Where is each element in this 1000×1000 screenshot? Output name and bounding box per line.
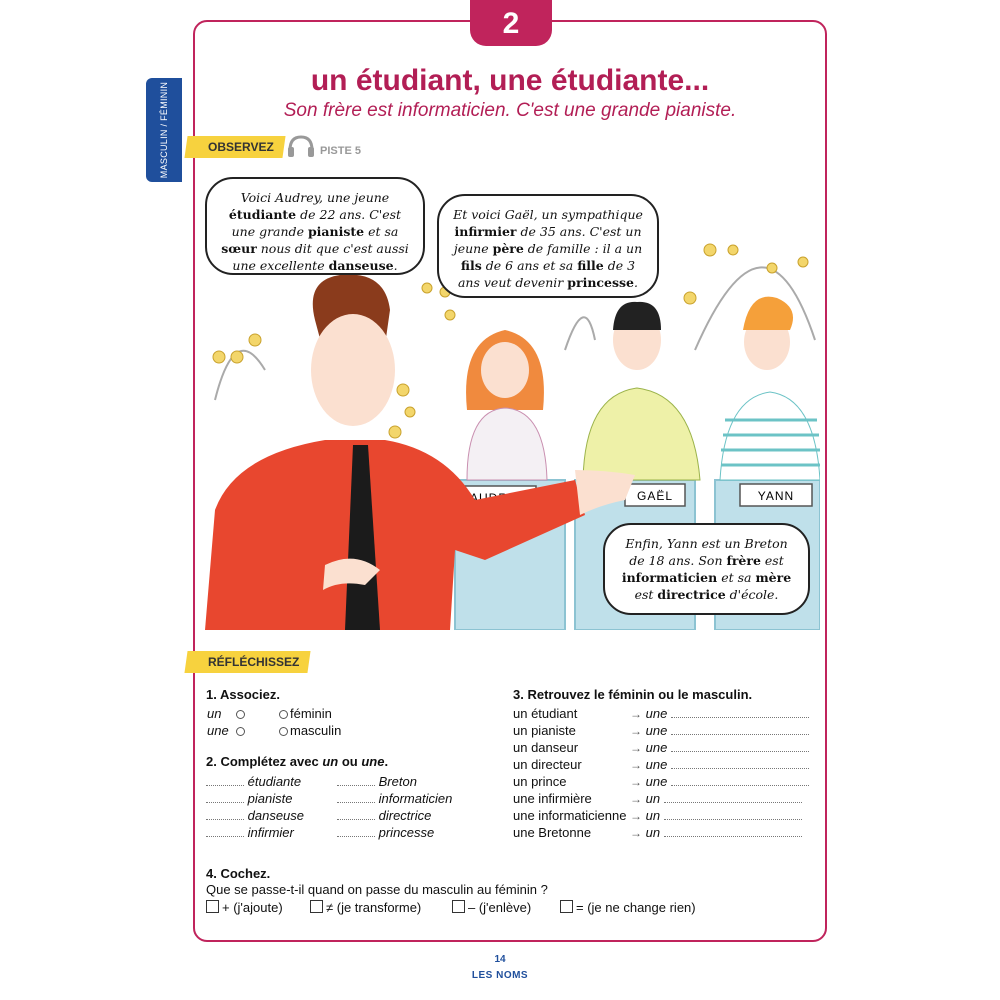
ex3-word: un pianiste (513, 723, 576, 738)
desk-label-yann: YANN (757, 489, 795, 503)
ex1-left-un: un (207, 706, 222, 721)
ex4-option-4[interactable]: = (je ne change rien) (560, 900, 696, 915)
ex2-item-col2[interactable]: directrice (337, 808, 431, 823)
ex2-item-col1[interactable]: pianiste (206, 791, 292, 806)
reflechissez-tag: RÉFLÉCHISSEZ (184, 651, 310, 673)
ex3-answer-line[interactable]: → une (630, 706, 809, 721)
ex2-item-col2[interactable]: Breton (337, 774, 417, 789)
ex4-option-2[interactable]: ≠ (je transforme) (310, 900, 421, 915)
ex2-item-col1[interactable]: danseuse (206, 808, 304, 823)
side-tab-label: MASCULIN / FÉMININ (159, 81, 169, 179)
desk-label-gael: GAËL (636, 489, 674, 503)
ex3-answer-line[interactable]: → un (630, 808, 802, 823)
speech-bubble-audrey: Voici Audrey, une jeune étudiante de 22 ans. C'est une grande pianiste et sa sœur nous dit que c'est aussi une excellente danseuse. (205, 177, 425, 275)
ex3-answer-line[interactable]: → une (630, 774, 809, 789)
arrow-icon: → (630, 775, 642, 789)
ex3-word: un directeur (513, 757, 582, 772)
unit-number-tab: 2 (470, 0, 552, 46)
ex1-title: 1. Associez. (206, 687, 280, 702)
speech-bubble-gael: Et voici Gaël, un sympathique infirmier de 35 ans. C'est un jeune père de famille : il a un fils de 6 ans et sa fille de 3 ans veut devenir princesse. (437, 194, 659, 298)
ex2-title: 2. Complétez avec un ou une. (206, 754, 389, 769)
ex4-title: 4. Cochez. (206, 866, 271, 881)
checkbox-1[interactable] (206, 900, 219, 913)
arrow-icon: → (630, 826, 642, 840)
checkbox-4[interactable] (560, 900, 573, 913)
page-number: 14 (494, 954, 506, 965)
ex4-option-1[interactable]: + (j'ajoute) (206, 900, 283, 915)
page-subtitle: Son frère est informaticien. C'est une grande pianiste. (283, 100, 737, 121)
ex3-answer-line[interactable]: → un (630, 825, 802, 840)
checkbox-3[interactable] (452, 900, 465, 913)
ex3-word: une Bretonne (513, 825, 592, 840)
arrow-icon: → (630, 809, 642, 823)
ex1-right-masculin: masculin (290, 723, 342, 738)
ex3-answer-line[interactable]: → un (630, 791, 802, 806)
ex3-answer-line[interactable]: → une (630, 723, 809, 738)
ex2-item-col1[interactable]: infirmier (206, 825, 294, 840)
ex3-word: un prince (513, 774, 567, 789)
checkbox-2[interactable] (310, 900, 323, 913)
side-tab (146, 78, 182, 182)
ex1-left-une: une (207, 723, 229, 738)
arrow-icon: → (630, 758, 642, 772)
headphones-icon[interactable] (286, 134, 316, 158)
ex1-dot-right-1[interactable] (279, 710, 288, 719)
arrow-icon: → (630, 792, 642, 806)
ex2-item-col2[interactable]: princesse (337, 825, 434, 840)
ex3-answer-line[interactable]: → une (630, 740, 809, 755)
footer-section: LES NOMS (471, 970, 529, 981)
track-label: PISTE 5 (320, 145, 361, 157)
page-title: un étudiant, une étudiante... (310, 64, 710, 97)
observez-tag: OBSERVEZ (184, 136, 285, 158)
ex3-word: un étudiant (513, 706, 578, 721)
ex3-title: 3. Retrouvez le féminin ou le masculin. (513, 687, 753, 702)
ex3-word: une infirmière (513, 791, 592, 806)
arrow-icon: → (630, 724, 642, 738)
ex3-answer-line[interactable]: → une (630, 757, 809, 772)
ex2-item-col2[interactable]: informaticien (337, 791, 452, 806)
arrow-icon: → (630, 707, 642, 721)
ex3-word: une informaticienne (513, 808, 627, 823)
speech-bubble-yann: Enfin, Yann est un Breton de 18 ans. Son frère est informaticien et sa mère est directrice d'école. (603, 523, 810, 615)
ex3-word: un danseur (513, 740, 579, 755)
ex1-dot-right-2[interactable] (279, 727, 288, 736)
ex4-option-3[interactable]: – (j'enlève) (452, 900, 531, 915)
ex1-dot-left-2[interactable] (236, 727, 245, 736)
ex1-dot-left-1[interactable] (236, 710, 245, 719)
ex4-question: Que se passe-t-il quand on passe du masculin au féminin ? (206, 882, 548, 897)
ex2-item-col1[interactable]: étudiante (206, 774, 301, 789)
arrow-icon: → (630, 741, 642, 755)
ex1-right-feminin: féminin (290, 706, 332, 721)
